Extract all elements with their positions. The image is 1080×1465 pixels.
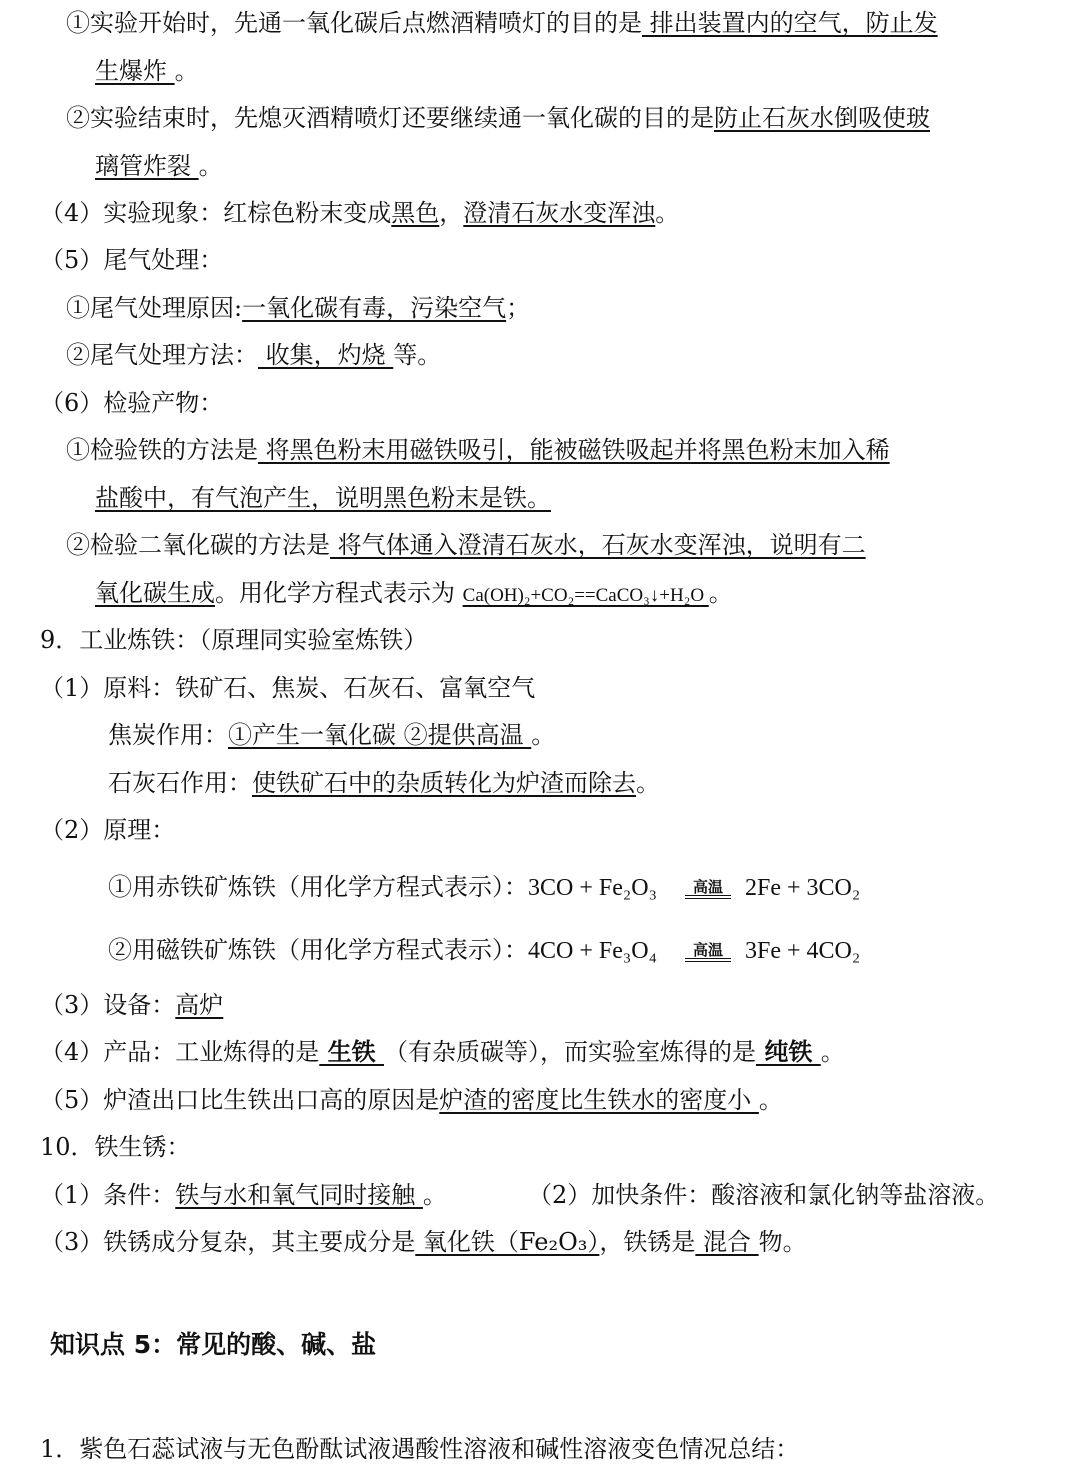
punct: 。 [758,1086,783,1114]
iron-test-line [66,435,890,465]
heading-text: 知识点 5：常见的酸、碱、盐 [50,1330,377,1359]
question-text: ①用赤铁矿炼铁（用化学方程式表示）： [108,873,528,901]
answer-text: 氧化碳生成 [95,579,215,607]
punct: 等。 [393,341,442,369]
answer-text: 收集，灼烧 [258,341,394,369]
question-text: （3）铁锈成分复杂，其主要成分是 [40,1228,416,1256]
question-text: （1）原料：铁矿石、焦炭、石灰石、富氧空气 [40,674,536,702]
hematite-equation-line [108,872,860,903]
question-text: ②用磁铁矿炼铁（用化学方程式表示）： [108,936,528,964]
equation-answer: Ca(OH)₂+CO₂==CaCO₃↓+H₂O [462,585,709,606]
section-title: 10．铁生锈： [40,1133,191,1161]
co2-test-line-cont [95,578,733,611]
question-text: （有杂质碳等），而实验室炼得的是 [384,1038,756,1066]
question-text: （2）加快条件：酸溶液和氯化钠等盐溶液。 [528,1181,1000,1209]
knowledge-point-heading [50,1330,376,1360]
raw-materials-line [40,673,535,703]
answer-text: 将黑色粉末用磁铁吸引，能被磁铁吸起并将黑色粉末加入稀 [258,436,890,464]
answer-text: 高炉 [175,991,224,1019]
answer-text: 盐酸中，有气泡产生，说明黑色粉末是铁。 [95,484,551,512]
reaction-condition: 高温 [685,942,731,962]
purpose-end-line [66,103,930,133]
question-text: （6）检验产物： [40,389,224,417]
principle-heading [40,815,175,845]
answer-text: 排出装置内的空气，防止发 [642,9,938,37]
punct: ； [506,294,531,322]
answer-text: 生铁 [319,1038,384,1066]
rust-composition-line [40,1227,807,1257]
punct: 。 [198,152,223,180]
answer-text: 纯铁 [756,1038,821,1066]
question-text: ②实验结束时，先熄灭酒精喷灯还要继续通一氧化碳的目的是 [66,104,714,132]
punct: 。 [708,579,733,607]
product-test-heading [40,388,223,418]
purpose-end-line-cont [95,151,223,181]
rust-accelerate-line [528,1180,999,1210]
punct: 。 [655,199,680,227]
reaction-condition: 高温 [685,879,731,899]
question-text: （5）尾气处理： [40,246,224,274]
answer-text: 澄清石灰水变浑浊 [463,199,656,227]
punct: 。 [531,721,556,749]
iron-test-line-cont [95,483,551,513]
question-text: （5）炉渣出口比生铁出口高的原因是 [40,1086,440,1114]
magnetite-equation-line [108,935,860,966]
question-text: （1）条件： [40,1181,176,1209]
answer-text: 防止石灰水倒吸使玻 [714,104,930,132]
section-9-title [40,625,427,655]
answer-text: 氧化铁（Fe₂O₃） [415,1228,600,1256]
product-line [40,1037,845,1067]
purpose-start-line-cont [95,56,199,86]
answer-text: 铁与水和氧气同时接触 [175,1181,423,1209]
section-title: 9．工业炼铁：（原理同实验室炼铁） [40,626,428,654]
punct: ， [439,199,464,227]
question-text: （4）产品：工业炼得的是 [40,1038,320,1066]
question-text: （4）实验现象：红棕色粉末变成 [40,199,392,227]
equipment-line [40,990,223,1020]
purpose-start-line [66,8,938,38]
tail-gas-reason-line [66,293,530,323]
coke-role-line [108,720,555,750]
co2-test-line [66,530,866,560]
punct: 。 [174,57,199,85]
answer-text: 黑色 [391,199,440,227]
question-text: ，铁锈是 [599,1228,696,1256]
slag-line [40,1085,783,1115]
question-text: 石灰石作用： [108,769,252,797]
question-text: ①实验开始时，先通一氧化碳后点燃酒精喷灯的目的是 [66,9,642,37]
question-text: 。用化学方程式表示为 [215,579,463,607]
equation-rhs: 3Fe + 4CO₂ [744,938,861,964]
answer-text: 一氧化碳有毒，污染空气 [242,294,507,322]
equation-lhs: 4CO + Fe₃O₄ [528,938,657,964]
equation-lhs: 3CO + Fe₂O₃ [528,875,657,901]
punct: 。 [820,1038,845,1066]
section-10-title [40,1132,191,1162]
answer-text: ①产生一氧化碳 ②提供高温 [228,721,532,749]
answer-text: 将气体通入澄清石灰水，石灰水变浑浊，说明有二 [330,531,866,559]
question-text: ①检验铁的方法是 [66,436,258,464]
question-text: ②尾气处理方法： [66,341,258,369]
indicator-summary-line [40,1434,799,1464]
punct: 。 [636,769,660,797]
answer-text: 炉渣的密度比生铁水的密度小 [439,1086,759,1114]
answer-text: 混合 [695,1228,759,1256]
answer-text: 使铁矿石中的杂质转化为炉渣而除去 [252,769,636,797]
limestone-role-line [108,768,660,798]
punct: 物。 [758,1228,807,1256]
punct: 。 [422,1181,447,1209]
question-text: ①尾气处理原因: [66,294,243,322]
question-text: （3）设备： [40,991,176,1019]
question-text: ②检验二氧化碳的方法是 [66,531,330,559]
answer-text: 璃管炸裂 [95,152,199,180]
question-text: （2）原理： [40,816,176,844]
question-text: 焦炭作用： [108,721,228,749]
phenomenon-line [40,198,679,228]
tail-gas-method-line [66,340,441,370]
rust-condition-line [40,1180,447,1210]
question-text: 1．紫色石蕊试液与无色酚酞试液遇酸性溶液和碱性溶液变色情况总结： [40,1435,800,1463]
answer-text: 生爆炸 [95,57,175,85]
equation-rhs: 2Fe + 3CO₂ [744,875,861,901]
tail-gas-heading [40,245,223,275]
